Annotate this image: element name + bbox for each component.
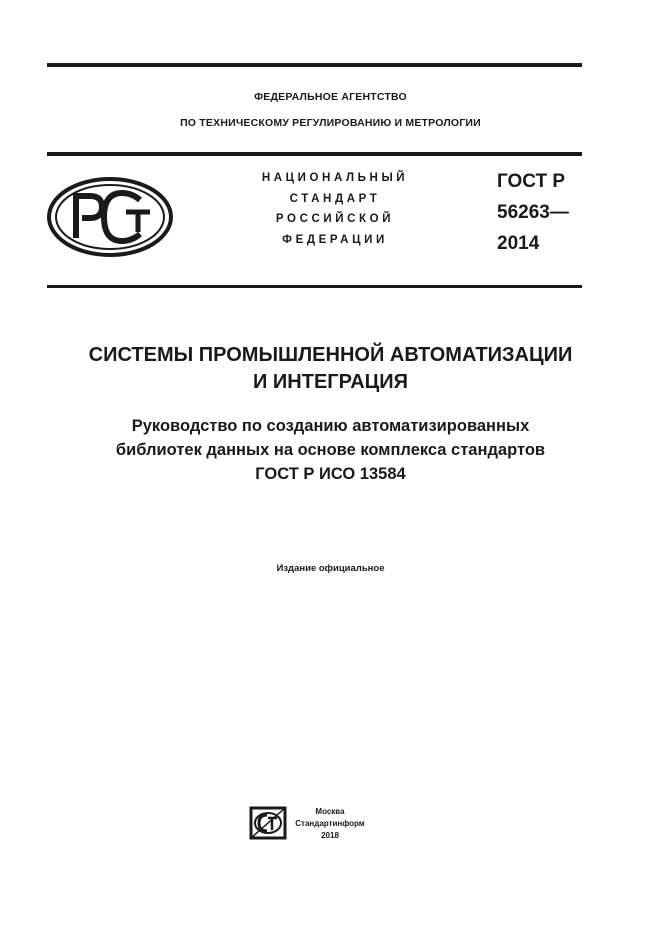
agency-line-2: ПО ТЕХНИЧЕСКОМУ РЕГУЛИРОВАНИЮ И МЕТРОЛОГИИ [180, 117, 481, 129]
agency-line-1: ФЕДЕРАЛЬНОЕ АГЕНТСТВО [254, 91, 407, 103]
subtitle-line-2: библиотек данных на основе комплекса стандартов [115, 441, 546, 459]
publication-year: 2018 [321, 831, 339, 840]
edition-label: Издание официальное [276, 563, 385, 574]
main-title-line-2: И ИНТЕГРАЦИЯ [252, 371, 409, 393]
publisher-city: Москва [315, 807, 345, 816]
standartinform-logo-icon [249, 806, 287, 840]
gost-designation-line-3: 2014 [497, 233, 540, 254]
national-standard-line-2: СТАНДАРТ [289, 193, 381, 205]
national-standard-line-4: ФЕДЕРАЦИИ [282, 234, 388, 246]
national-standard-line-3: РОССИЙСКОЙ [275, 213, 395, 225]
gost-r-certification-mark-icon [46, 176, 174, 258]
subtitle-line-1: Руководство по созданию автоматизированных [131, 417, 530, 435]
national-standard-line-1: НАЦИОНАЛЬНЫЙ [261, 172, 409, 184]
gost-designation-line-1: ГОСТ Р [497, 171, 566, 192]
main-title-line-1: СИСТЕМЫ ПРОМЫШЛЕННОЙ АВТОМАТИЗАЦИИ [88, 344, 573, 366]
block-rule [47, 285, 582, 288]
subtitle-line-3: ГОСТ Р ИСО 13584 [255, 465, 406, 483]
top-rule [47, 63, 582, 67]
gost-designation-line-2: 56263— [497, 202, 569, 223]
publisher-name: Стандартинформ [295, 819, 365, 828]
header-rule [47, 152, 582, 156]
